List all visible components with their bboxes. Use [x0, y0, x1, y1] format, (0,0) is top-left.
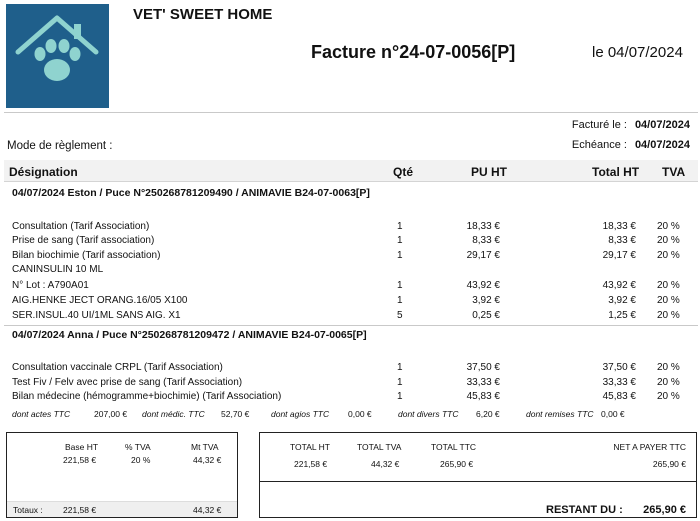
totaux-mt: 44,32 € [193, 505, 222, 515]
cell-des: CANINSULIN 10 ML [12, 264, 104, 275]
cell-tva: 20 % [657, 295, 680, 306]
cell-qte: 5 [397, 310, 403, 321]
cell-pu: 45,83 € [466, 391, 500, 402]
block2-title: 04/07/2024 Anna / Puce N°250268781209472 / ANIMAVIE B24-07-0065[P] [12, 329, 367, 341]
pct-tva-value: 20 % [131, 455, 151, 465]
table-row [0, 235, 700, 249]
cell-des: Prise de sang (Tarif association) [12, 235, 155, 246]
header-designation: Désignation [9, 165, 78, 179]
cell-tva: 20 % [657, 391, 680, 402]
cell-des: N° Lot : A790A01 [12, 280, 89, 291]
divers-value: 6,20 € [476, 409, 500, 419]
cell-tva: 20 % [657, 377, 680, 388]
cell-total: 29,17 € [602, 250, 636, 261]
cell-total: 45,83 € [602, 391, 636, 402]
header-pu-ht: PU HT [471, 165, 507, 179]
block1-title: 04/07/2024 Eston / Puce N°250268781209490 / ANIMAVIE B24-07-0063[P] [12, 187, 370, 199]
table-row [0, 264, 700, 278]
facture-le-label: Facturé le : [571, 119, 627, 131]
agios-value: 0,00 € [348, 409, 372, 419]
mt-tva-label: Mt TVA [191, 442, 219, 452]
remises-label: dont remises TTC [526, 409, 594, 419]
cell-des: SER.INSUL.40 UI/1ML SANS AIG. X1 [12, 310, 181, 321]
subtotals-line [0, 409, 700, 422]
cell-qte: 1 [397, 377, 403, 388]
cell-total: 1,25 € [608, 310, 636, 321]
table-row [0, 250, 700, 264]
table-row [0, 221, 700, 235]
cell-total: 3,92 € [608, 295, 636, 306]
cell-tva: 20 % [657, 362, 680, 373]
cell-total: 43,92 € [602, 280, 636, 291]
cell-des: Consultation (Tarif Association) [12, 221, 150, 232]
echeance [572, 139, 690, 151]
invoice-title: Facture n°24-07-0056[P] [311, 42, 516, 62]
cell-pu: 3,92 € [472, 295, 500, 306]
cell-total: 8,33 € [608, 235, 636, 246]
tva-summary-box [6, 432, 238, 518]
totaux-base: 221,58 € [63, 505, 97, 515]
header-divider [4, 112, 698, 113]
cell-total: 33,33 € [602, 377, 636, 388]
cell-pu: 18,33 € [466, 221, 500, 232]
cell-pu: 37,50 € [466, 362, 500, 373]
header-total-ht: Total HT [592, 165, 640, 179]
cell-qte: 1 [397, 391, 403, 402]
cell-des: Test Fiv / Felv avec prise de sang (Tarif Association) [12, 377, 243, 388]
facture-le-value: 04/07/2024 [634, 119, 690, 131]
cell-total: 37,50 € [602, 362, 636, 373]
cell-pu: 0,25 € [472, 310, 500, 321]
facture-le [572, 119, 690, 131]
table-row [0, 377, 700, 391]
cell-tva: 20 % [657, 221, 680, 232]
totaux-bar [7, 501, 237, 517]
cell-pu: 8,33 € [472, 235, 500, 246]
base-ht-value: 221,58 € [63, 455, 97, 465]
net-a-payer-label: NET A PAYER TTC [613, 442, 686, 452]
medic-value: 52,70 € [221, 409, 250, 419]
cell-qte: 1 [397, 250, 403, 261]
table-row [0, 391, 700, 405]
total-ht-value: 221,58 € [294, 459, 328, 469]
actes-value: 207,00 € [94, 409, 128, 419]
actes-label: dont actes TTC [12, 409, 71, 419]
totaux-label: Totaux : [13, 505, 43, 515]
cell-pu: 33,33 € [466, 377, 500, 388]
cell-des: AIG.HENKE JECT ORANG.16/05 X100 [12, 295, 188, 306]
company-name: VET' SWEET HOME [133, 6, 273, 23]
cell-qte: 1 [397, 235, 403, 246]
total-tva-value: 44,32 € [371, 459, 400, 469]
cell-pu: 43,92 € [466, 280, 500, 291]
table-row [0, 362, 700, 376]
cell-tva: 20 % [657, 310, 680, 321]
net-a-payer-value: 265,90 € [652, 459, 686, 469]
cell-tva: 20 % [657, 250, 680, 261]
cell-des: Bilan médecine (hémogramme+biochimie) (Tarif Association) [12, 391, 282, 402]
echeance-label: Echéance : [571, 139, 627, 151]
total-tva-label: TOTAL TVA [357, 442, 402, 452]
totals-box [259, 432, 697, 518]
table-row [0, 310, 700, 324]
house-paw-logo [6, 4, 109, 108]
cell-pu: 29,17 € [466, 250, 500, 261]
cell-des: Bilan biochimie (Tarif association) [12, 250, 161, 261]
cell-total: 18,33 € [602, 221, 636, 232]
cell-qte: 1 [397, 221, 403, 232]
total-ttc-label: TOTAL TTC [431, 442, 477, 452]
cell-tva: 20 % [657, 235, 680, 246]
total-ttc-value: 265,90 € [440, 459, 474, 469]
totals-divider [260, 481, 696, 482]
table-row [0, 280, 700, 294]
table-row [0, 295, 700, 309]
mt-tva-value: 44,32 € [193, 455, 222, 465]
invoice-date: le 04/07/2024 [592, 44, 683, 61]
total-ht-label: TOTAL HT [290, 442, 330, 452]
agios-label: dont agios TTC [271, 409, 330, 419]
cell-tva: 20 % [657, 280, 680, 291]
table-header [4, 160, 698, 182]
remises-value: 0,00 € [601, 409, 625, 419]
cell-qte: 1 [397, 295, 403, 306]
cell-qte: 1 [397, 362, 403, 373]
cell-qte: 1 [397, 280, 403, 291]
divers-label: dont divers TTC [398, 409, 459, 419]
medic-label: dont médic. TTC [142, 409, 205, 419]
block-divider [4, 325, 698, 326]
cell-des: Consultation vaccinale CRPL (Tarif Association) [12, 362, 223, 373]
restant-du-label: RESTANT DU : [546, 504, 623, 516]
restant-du-value: 265,90 € [643, 504, 686, 516]
base-ht-label: Base HT [65, 442, 99, 452]
pct-tva-label: % TVA [125, 442, 151, 452]
header-tva: TVA [662, 165, 686, 179]
mode-reglement: Mode de règlement : [7, 140, 113, 152]
echeance-value: 04/07/2024 [634, 139, 690, 151]
header-qte: Qté [393, 165, 414, 179]
